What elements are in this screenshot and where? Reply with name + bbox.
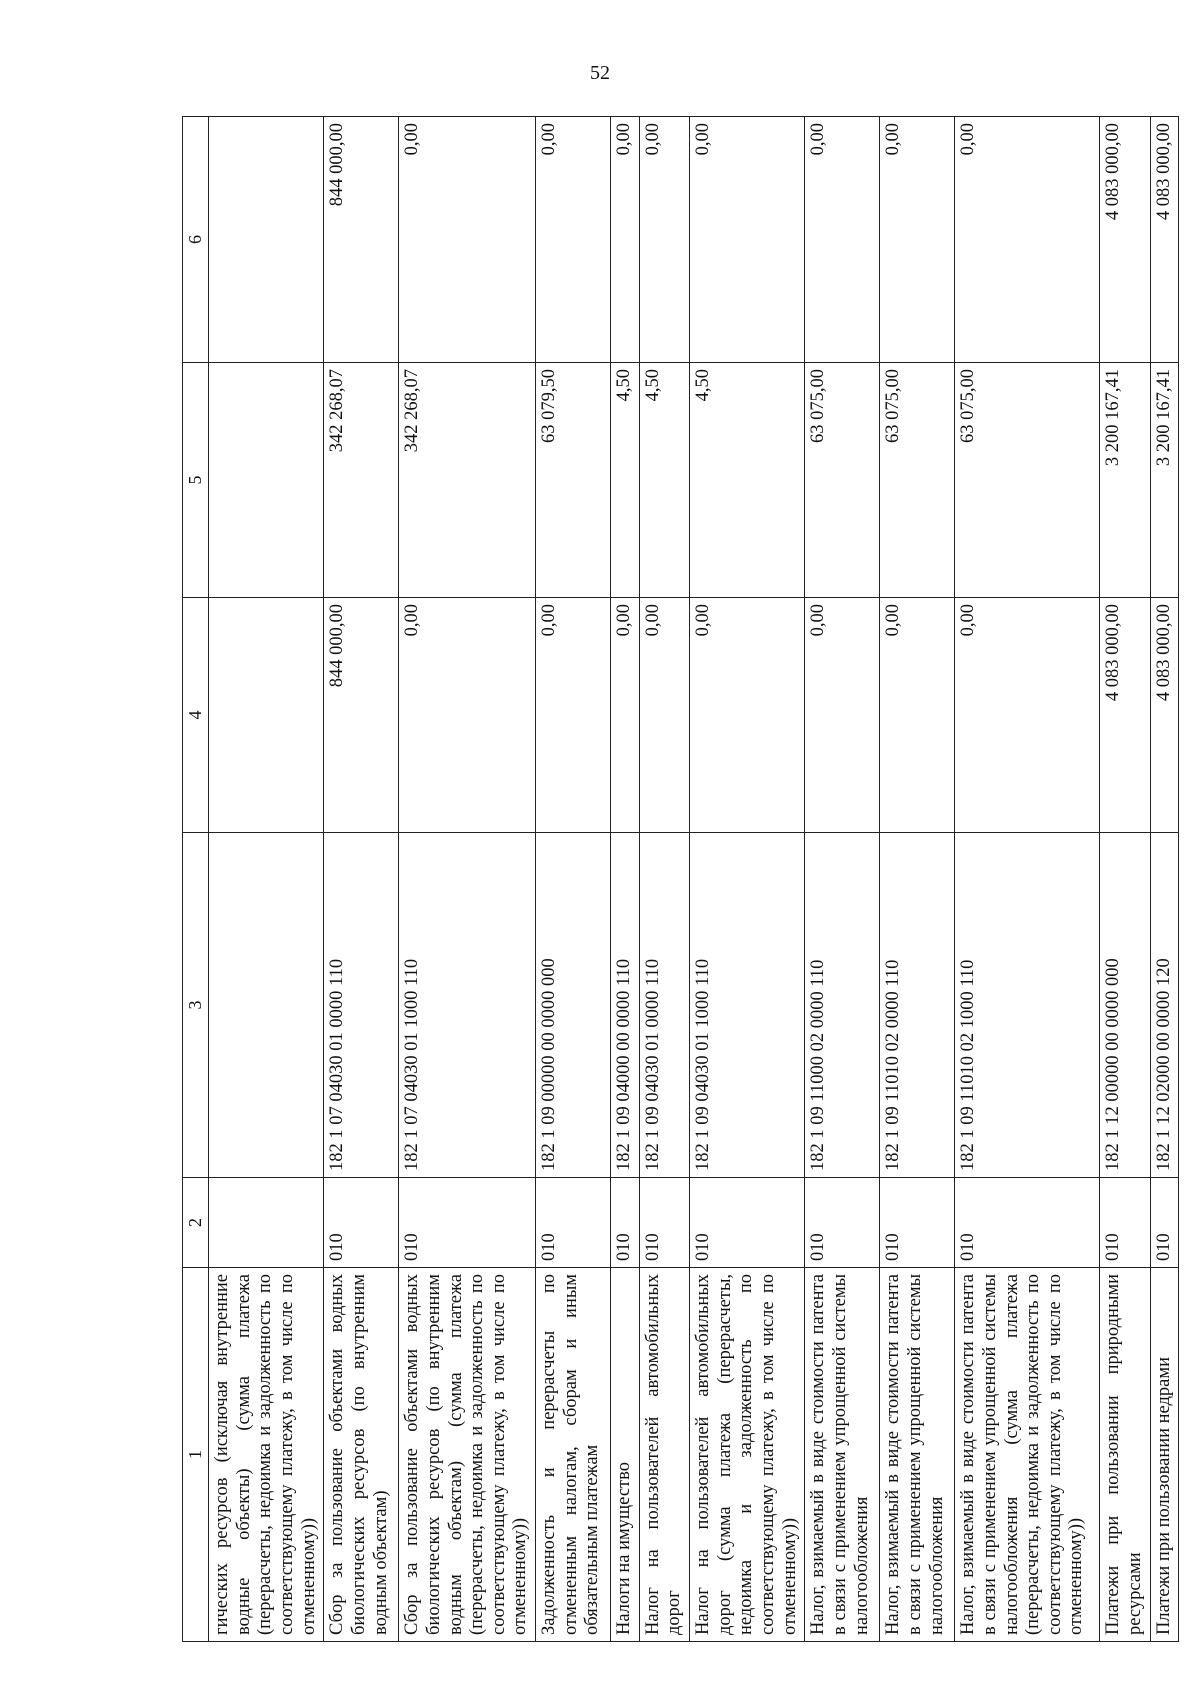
table-cell-col1: Налог, взимаемый в виде стоимости патента в связи с применением упрощенной системы налогообложения [805,1268,880,1642]
table-cell-col4: 0,00 [399,598,536,833]
table-cell-col6: 0,00 [611,117,640,363]
table-cell-col1: Сбор за пользование объектами водных биологических ресурсов (по внутренним водным объектам) [324,1268,399,1642]
table-row [209,117,324,1642]
table-row [611,117,640,1642]
table-cell-col5: 342 268,07 [399,363,536,598]
table-cell-col5: 4,50 [639,363,689,598]
table-cell-col6 [209,117,324,363]
table-row [1150,117,1179,1642]
table-cell-col4: 0,00 [955,598,1100,833]
table-cell-col3: 182 1 09 04030 01 1000 110 [690,833,805,1178]
table-row [805,117,880,1642]
table-cell-col6: 0,00 [880,117,955,363]
column-number-2: 2 [183,1178,209,1268]
table-header-row [183,117,209,1642]
table-cell-col2: 010 [324,1178,399,1268]
table-cell-col6: 0,00 [805,117,880,363]
table-cell-col1: Налоги на имущество [611,1268,640,1642]
table-cell-col4: 0,00 [690,598,805,833]
table-cell-col1: гических ресурсов (исключая внутренние водные объекты) (сумма платежа (перерасчеты, недоимка и задолженность по соответствующему платежу, в том числе по отмененному)) [209,1268,324,1642]
table-cell-col2: 010 [805,1178,880,1268]
table-cell-col2: 010 [611,1178,640,1268]
table-cell-col2: 010 [536,1178,611,1268]
page-number: 52 [590,62,610,84]
table-cell-col1: Сбор за пользование объектами водных биологических ресурсов (по внутренним водным объектам) (сумма платежа (перерасчеты, недоимка и задолженность по соответствующему платежу, в том числе по отмененному)) [399,1268,536,1642]
table-cell-col4: 0,00 [639,598,689,833]
table-cell-col4: 0,00 [880,598,955,833]
table-cell-col2: 010 [1100,1178,1150,1268]
table-cell-col6: 4 083 000,00 [1150,117,1179,363]
table-cell-col5: 4,50 [611,363,640,598]
table-cell-col3: 182 1 09 00000 00 0000 000 [536,833,611,1178]
table-row [324,117,399,1642]
table-cell-col1: Налог на пользователей автомобильных дорог [639,1268,689,1642]
table-cell-col5: 3 200 167,41 [1100,363,1150,598]
table-row [536,117,611,1642]
table-cell-col6: 0,00 [639,117,689,363]
table-cell-col1: Налог на пользователей автомобильных дорог (сумма платежа (перерасчеты, недоимка и задолженность по соответствующему платежу, в том числе по отмененному)) [690,1268,805,1642]
table-cell-col6: 0,00 [690,117,805,363]
table-cell-col4: 844 000,00 [324,598,399,833]
column-number-3: 3 [183,833,209,1178]
table-cell-col1: Задолженность и перерасчеты по отмененным налогам, сборам и иным обязательным платежам [536,1268,611,1642]
table-cell-col4: 4 083 000,00 [1150,598,1179,833]
table-body [183,117,1179,1642]
table-row [880,117,955,1642]
column-number-1: 1 [183,1268,209,1642]
table-cell-col2: 010 [955,1178,1100,1268]
table-cell-col5: 3 200 167,41 [1150,363,1179,598]
table-cell-col3: 182 1 12 02000 00 0000 120 [1150,833,1179,1178]
table-cell-col5: 63 075,00 [880,363,955,598]
table-row [955,117,1100,1642]
table-cell-col2: 010 [1150,1178,1179,1268]
table-cell-col5: 4,50 [690,363,805,598]
table-cell-col3: 182 1 12 00000 00 0000 000 [1100,833,1150,1178]
table-cell-col6: 4 083 000,00 [1100,117,1150,363]
column-number-4: 4 [183,598,209,833]
table-cell-col1: Налог, взимаемый в виде стоимости патента в связи с применением упрощенной системы налогообложения (сумма платежа (перерасчеты, недоимка и задолженность по соответствующему платежу, в том числе по отмененному)) [955,1268,1100,1642]
table-cell-col3: 182 1 09 11010 02 0000 110 [880,833,955,1178]
table-cell-col1: Платежи при пользовании недрами [1150,1268,1179,1642]
column-number-5: 5 [183,363,209,598]
table-cell-col3: 182 1 09 04000 00 0000 110 [611,833,640,1178]
table-cell-col6: 844 000,00 [324,117,399,363]
table-cell-col6: 0,00 [399,117,536,363]
table-row [690,117,805,1642]
table-cell-col2: 010 [880,1178,955,1268]
table-cell-col3: 182 1 09 11000 02 0000 110 [805,833,880,1178]
table-cell-col6: 0,00 [955,117,1100,363]
table-cell-col1: Налог, взимаемый в виде стоимости патента в связи с применением упрощенной системы налогообложения [880,1268,955,1642]
table-cell-col4 [209,598,324,833]
table-row [639,117,689,1642]
table-cell-col5: 63 075,00 [805,363,880,598]
table-cell-col3: 182 1 09 11010 02 1000 110 [955,833,1100,1178]
rotated-table-container [182,117,1174,1642]
table-cell-col3: 182 1 07 04030 01 1000 110 [399,833,536,1178]
table-cell-col2: 010 [690,1178,805,1268]
table-cell-col3 [209,833,324,1178]
column-number-6: 6 [183,117,209,363]
table-cell-col5: 342 268,07 [324,363,399,598]
table-cell-col2: 010 [399,1178,536,1268]
budget-report-table [182,116,1179,1642]
table-cell-col5 [209,363,324,598]
table-cell-col4: 0,00 [536,598,611,833]
table-cell-col5: 63 075,00 [955,363,1100,598]
table-cell-col4: 0,00 [805,598,880,833]
table-cell-col4: 0,00 [611,598,640,833]
table-cell-col5: 63 079,50 [536,363,611,598]
table-cell-col4: 4 083 000,00 [1100,598,1150,833]
table-row [1100,117,1150,1642]
table-cell-col2 [209,1178,324,1268]
table-cell-col1: Платежи при пользовании природными ресурсами [1100,1268,1150,1642]
table-cell-col6: 0,00 [536,117,611,363]
table-cell-col2: 010 [639,1178,689,1268]
table-cell-col3: 182 1 09 04030 01 0000 110 [639,833,689,1178]
table-row [399,117,536,1642]
table-cell-col3: 182 1 07 04030 01 0000 110 [324,833,399,1178]
